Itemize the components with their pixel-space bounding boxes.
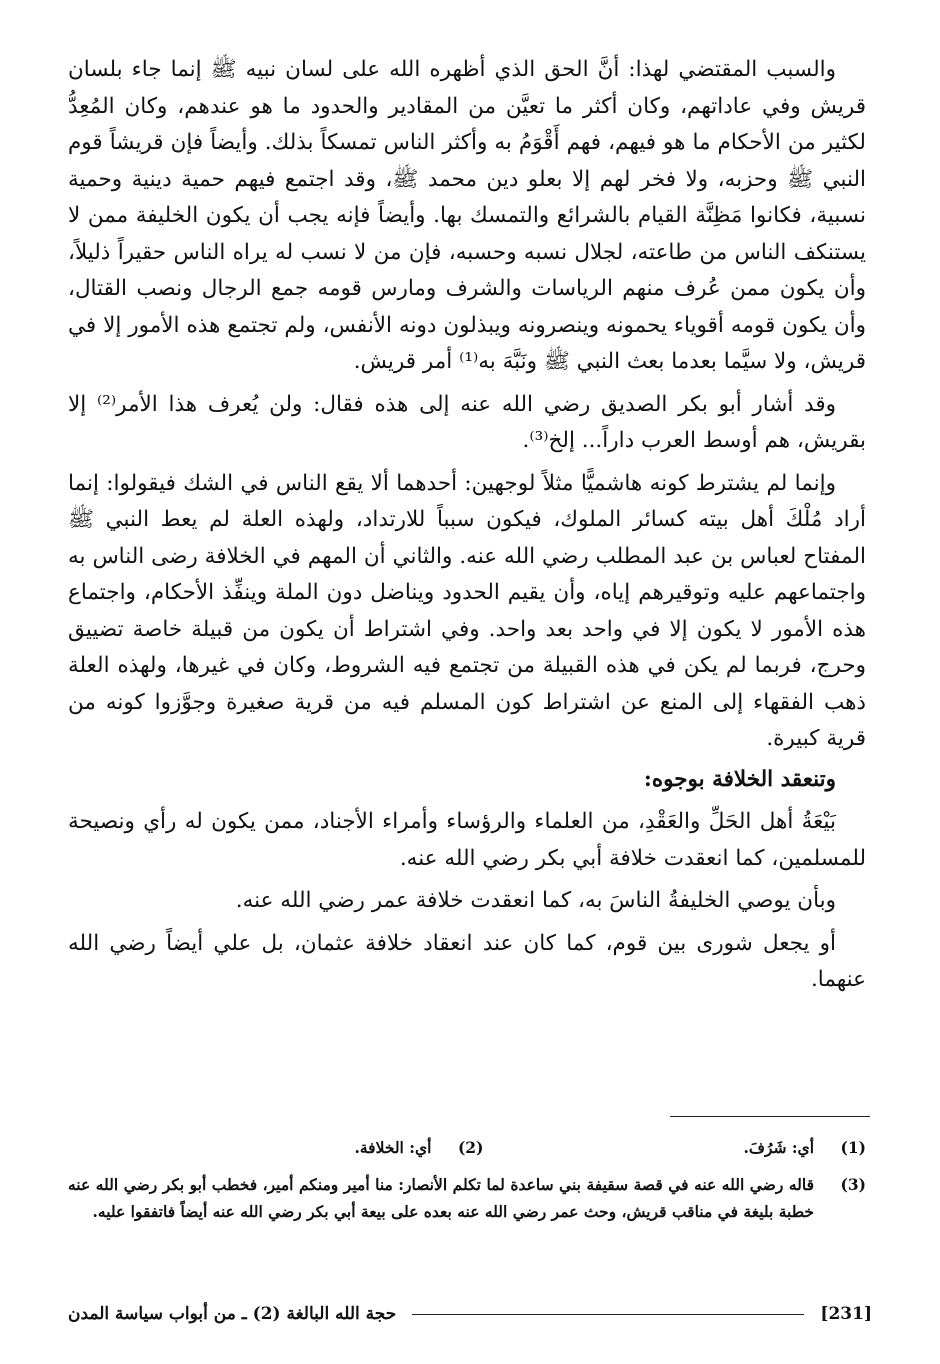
footnote-text: أي: شَرُفَ.	[743, 1138, 814, 1157]
page-footer	[68, 1304, 872, 1324]
footnote-text: أي: الخلافة.	[354, 1138, 432, 1157]
way-item-designation: وبأن يوصي الخليفةُ الناسَ به، كما انعقدت خلافة عمر رضي الله عنه.	[235, 888, 836, 913]
footnote-number: (2)	[457, 1138, 484, 1157]
footer-divider	[412, 1314, 804, 1315]
section-heading: وتنعقد الخلافة بوجوه:	[643, 766, 836, 792]
paragraph-reason: والسبب المقتضي لهذا: أنَّ الحق الذي أظهره الله على لسان نبيه ﷺ إنما جاء بلسان قريش وفي عاداتهم، وكان أكثر ما تعيَّن من المقادير والحدود ما هو عندهم، وكان المُعِدُّ لكثير من الأحكام ما هو فيهم، فهم أَقْوَمُ به وأكثر الناس تمسكاً بذلك. وأيضاً فإن قريشاً قوم النبي ﷺ وحزبه، ولا فخر لهم إلا بعلو دين محمد ﷺ، وقد اجتمع فيهم حمية دينية وحمية نسبية، فكانوا مَظِنَّة القيام بالشرائع والتمسك بها. وأيضاً فإنه يجب أن يكون الخليفة ممن لا يستنكف الناس من طاعته، لجلال نسبه وحسبه، فإن من لا نسب له يراه الناس حقيراً ذليلاً، وأن يكون ممن عُرف منهم الرياسات والشرف ومارس قومه جمع الرجال ونصب القتال، وأن يكون قومه أقوياء يحمونه وينصرونه ويبذلون دونه الأنفس، ولم تجتمع هذه الأمور إلا في قريش، ولا سيَّما بعدما بعث النبي ﷺ ونَبَّهَ به⁽¹⁾ أمر قريش.	[68, 57, 866, 374]
way-item-bayah: بَيْعَةُ أهل الحَلِّ والعَقْدِ، من العلماء والرؤساء وأمراء الأجناد، ممن يكون له رأي ونصيحة للمسلمين، كما انعقدت خلافة أبي بكر رضي الله عنه.	[68, 809, 866, 871]
footnote-divider	[670, 1116, 870, 1117]
main-text	[68, 52, 866, 999]
paragraph-hashimi: وإنما لم يشترط كونه هاشميًّا مثلاً لوجهين: أحدهما ألا يقع الناس في الشك فيقولوا: إنما أراد مُلْكَ أهل بيته كسائر الملوك، فيكون سبباً للارتداد، ولهذه العلة لم يعط النبي ﷺ المفتاح لعباس بن عبد المطلب رضي الله عنه. والثاني أن المهم في الخلافة رضى الناس به واجتماعهم عليه وتوقيرهم إياه، وأن يقيم الحدود ويناضل دون الملة وينفِّذ الأحكام، واجتماع هذه الأمور لا يكون إلا في واحد بعد واحد. وفي اشتراط أن يكون من قبيلة خاصة تضييق وحرج، فربما لم يكن في هذه القبيلة من تجتمع فيه الشروط، وكان في غيرها، ولهذه العلة ذهب الفقهاء إلى المنع عن اشتراط كون المسلم فيه من قرية صغيرة وجوَّزوا كونه من قرية كبيرة.	[68, 470, 866, 751]
running-title: حجة الله البالغة (2) ـ من أبواب سياسة المدن	[68, 1304, 397, 1324]
page-number: [231]	[820, 1304, 872, 1324]
footnote-number: (3)	[840, 1175, 866, 1194]
footnote-number: (1)	[840, 1138, 866, 1157]
paragraph-abu-bakr: وقد أشار أبو بكر الصديق رضي الله عنه إلى هذه فقال: ولن يُعرف هذا الأمر⁽²⁾ إلا بقريش، هم أوسط العرب داراً... إلخ⁽³⁾.	[68, 391, 866, 453]
footnote-row	[68, 1171, 866, 1225]
way-item-shura: أو يجعل شورى بين قوم، كما كان عند انعقاد خلافة عثمان، بل علي أيضاً رضي الله عنهما.	[68, 930, 866, 992]
footnotes	[68, 1134, 866, 1225]
footnote-row	[68, 1134, 866, 1161]
footnote-text: قاله رضي الله عنه في قصة سقيفة بني ساعدة لما تكلم الأنصار: منا أمير ومنكم أمير، فخطب أبو بكر رضي الله عنه خطبة بليغة في مناقب قريش، وحث عمر رضي الله عنه بعده على بيعة أبي بكر رضي الله عنه أيضاً فاتفقوا عليه.	[68, 1175, 814, 1221]
